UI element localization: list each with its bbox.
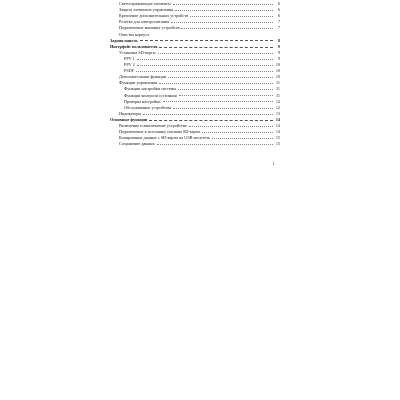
toc-entry-page: 11 — [275, 86, 280, 92]
toc-entry-page: 7 — [277, 19, 280, 25]
toc-entry-page: 10 — [275, 68, 280, 74]
toc-leader — [137, 59, 273, 60]
toc-entry-page: 8 — [277, 37, 280, 43]
toc-entry-page: 14 — [275, 116, 280, 122]
toc-entry-page: 9 — [277, 49, 280, 55]
toc-entry[interactable] — [110, 140, 280, 146]
toc-entry-label: Розетка для электропитания — [119, 19, 170, 25]
toc-entry-label: Задняя панель — [110, 37, 138, 43]
toc-leader — [159, 83, 273, 84]
toc-entry-label: Функции управления — [119, 80, 158, 86]
toc-entry-label: Индикаторы — [119, 110, 142, 116]
toc-entry-label: Функции настройки системы — [124, 86, 177, 92]
toc-leader — [175, 10, 273, 11]
toc-leader — [157, 144, 273, 145]
toc-entry-page: 11 — [275, 92, 280, 98]
toc-entry-page: 14 — [275, 129, 280, 135]
toc-entry-label: Обслуживание устройства — [124, 104, 172, 110]
toc-leader — [168, 77, 273, 78]
toc-entry-page: 6 — [277, 13, 280, 19]
toc-leader — [143, 114, 273, 115]
toc-entry-label: Крепление дополнительных устройств — [119, 13, 189, 19]
toc-entry-page: 6 — [277, 7, 280, 13]
toc-entry-page: 14 — [275, 122, 280, 128]
toc-entry-page: 10 — [275, 74, 280, 80]
toc-leader — [173, 4, 273, 5]
toc-leader — [140, 40, 273, 41]
toc-entry-page: 6 — [277, 1, 280, 7]
toc-entry-label: Сохранение данных — [119, 141, 155, 147]
toc-entry-label: Подключение внешних устройств — [119, 25, 180, 31]
toc-entry-label: Включение и выключение устройства — [119, 122, 187, 128]
toc-entry-page: 9 — [277, 43, 280, 49]
toc-leader — [190, 16, 273, 17]
toc-leader — [179, 95, 273, 96]
toc-entry-page: 12 — [275, 98, 280, 104]
toc-leader — [202, 132, 273, 133]
toc-leader — [163, 101, 273, 102]
table-of-contents — [110, 0, 280, 146]
toc-entry-label: Проверка настройки — [124, 98, 161, 104]
toc-leader — [136, 71, 273, 72]
toc-entry-page: 9 — [277, 55, 280, 61]
toc-entry-label: Функции контроля состояния — [124, 92, 177, 98]
page-number: i — [273, 162, 275, 167]
toc-entry-label: PPV 2 — [124, 62, 135, 68]
toc-entry-page: 12 — [275, 104, 280, 110]
toc-leader — [173, 108, 273, 109]
toc-entry-page: 15 — [275, 141, 280, 147]
toc-leader — [178, 89, 273, 90]
toc-entry-label: PPV 1 — [124, 55, 135, 61]
toc-entry-label: Очистка корпуса — [119, 31, 150, 37]
toc-leader — [137, 65, 273, 66]
toc-entry-page: 15 — [275, 135, 280, 141]
toc-entry-page: 13 — [275, 110, 280, 116]
toc-entry-label: Светоотражающие элементы — [119, 1, 171, 7]
toc-leader — [149, 120, 273, 121]
toc-entry-page: 7 — [277, 25, 280, 31]
toc-entry-label: Основные функции — [110, 116, 148, 122]
toc-entry-label: Интерфейс пользователя — [110, 43, 158, 49]
toc-leader — [158, 53, 273, 54]
toc-leader — [159, 47, 273, 48]
toc-entry-label: Установка SD-карты — [119, 49, 156, 55]
toc-entry-label: Подключение к источнику питания SD-карты — [119, 129, 201, 135]
toc-leader — [189, 126, 274, 127]
toc-leader — [212, 138, 273, 139]
toc-entry-label: PSDF — [124, 68, 135, 74]
toc-entry-page: 11 — [275, 80, 280, 86]
toc-leader — [181, 28, 273, 29]
toc-entry-label: Копирование данных с SD-карты на USB-носитель — [119, 135, 211, 141]
toc-entry-label: Дополнительные функции — [119, 74, 167, 80]
toc-entry-page: 10 — [275, 62, 280, 68]
toc-entry-label: Защита элементов управления — [119, 7, 174, 13]
toc-leader — [171, 22, 273, 23]
